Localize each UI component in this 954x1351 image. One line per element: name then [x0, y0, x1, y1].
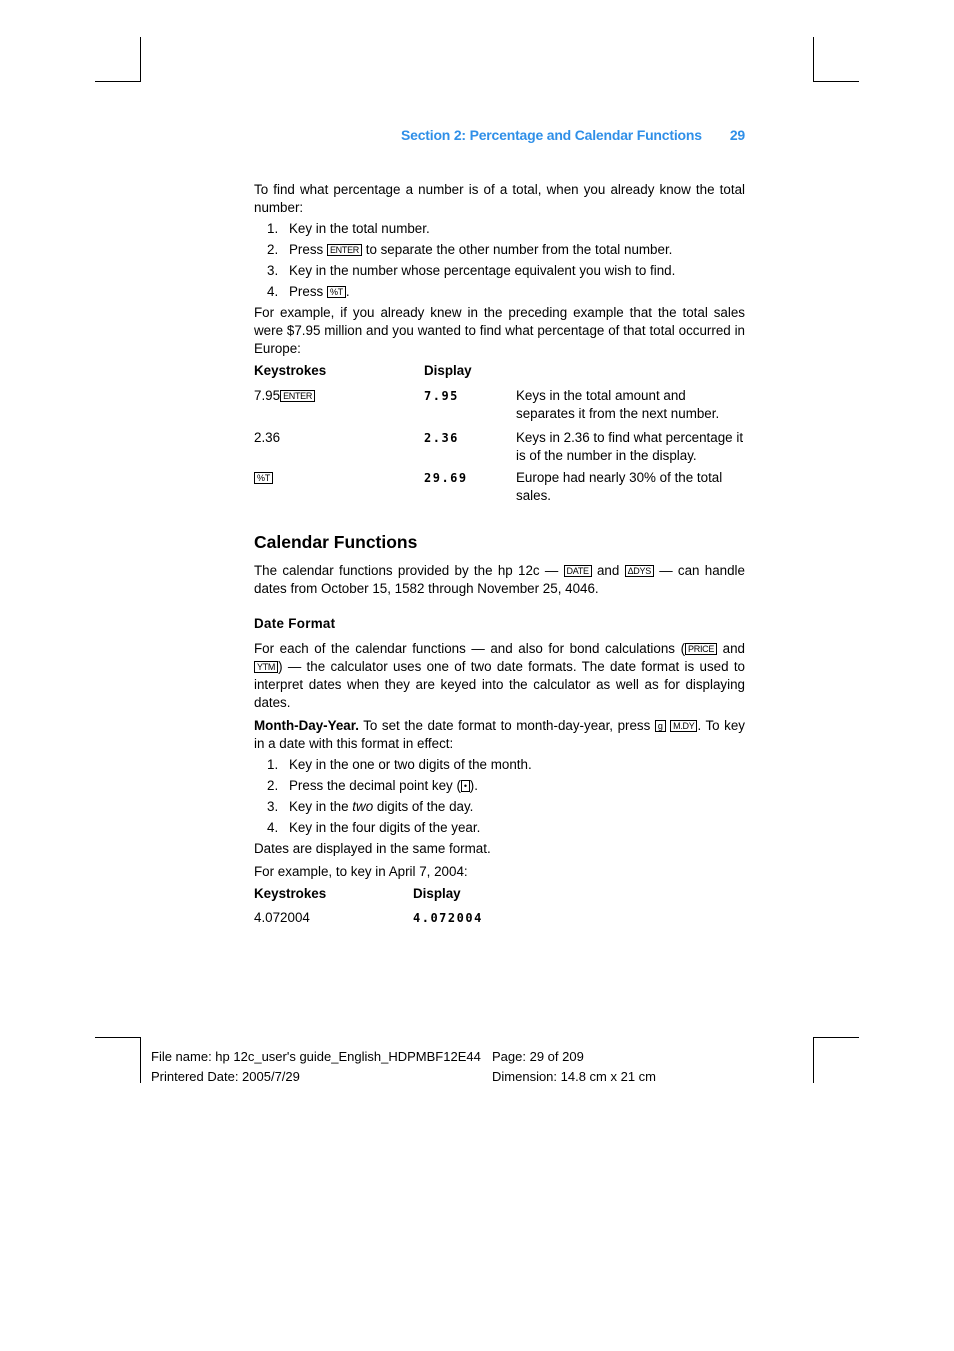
- list-item: 2. Press the decimal point key ( • ).: [267, 778, 478, 793]
- col-display: Display: [424, 363, 472, 378]
- enter-key: ENTER: [327, 244, 362, 256]
- footer-left: [151, 1047, 481, 1087]
- list-item: 2. Press ENTER to separate the other number from the total number.: [267, 242, 673, 257]
- mdy-label: Month-Day-Year.: [254, 718, 359, 733]
- list-item: 4. Key in the four digits of the year.: [267, 820, 481, 835]
- keystrokes-table: [254, 362, 745, 505]
- date-format-heading: Date Format: [254, 616, 336, 631]
- file-name: File name: hp 12c_user's guide_English_HDPMBF12E44: [151, 1049, 481, 1064]
- crop-mark: [813, 1037, 814, 1083]
- date-entry-steps: [254, 756, 745, 837]
- col-keystrokes: Keystrokes: [254, 363, 327, 378]
- crop-mark: [140, 37, 141, 82]
- list-item: 1. Key in the total number.: [267, 221, 430, 236]
- list-item: 4. Press %T .: [267, 284, 350, 299]
- crop-mark: [813, 37, 814, 82]
- price-key: PRICE: [685, 643, 717, 655]
- row-note: Keys in 2.36 to find what percentage it is of the number in the display.: [516, 430, 744, 463]
- row-note: Keys in the total amount and separates it from the next number.: [516, 388, 720, 421]
- crop-mark: [140, 1037, 141, 1083]
- mdy-text: Month-Day-Year. To set the date format to month-day-year, press g M.DY . To key in a date with this format in effect:: [254, 718, 745, 751]
- calendar-intro: The calendar functions provided by the hp 12c — DATE and ΔDYS — can handle dates from October 15, 1582 through November 25, 4046.: [254, 563, 745, 596]
- date-key: DATE: [564, 565, 592, 577]
- list-item: 3. Key in the number whose percentage equivalent you wish to find.: [267, 263, 676, 278]
- percent-total-key: %T: [327, 286, 346, 298]
- mdy-key: M.DY: [670, 720, 697, 732]
- table-row: 4.072004 4.072004: [254, 910, 483, 925]
- crop-mark: [95, 1037, 141, 1038]
- g-key: g: [655, 720, 666, 732]
- col-display: Display: [413, 886, 461, 901]
- percent-total-example-intro: For example, if you already knew in the preceding example that the total sales were $7.95 million and you wanted to find what percentage of that total occurred in Europe:: [254, 305, 745, 356]
- crop-mark: [95, 81, 141, 82]
- same-format-text: Dates are displayed in the same format.: [254, 841, 491, 856]
- date-keystrokes-table: [254, 885, 745, 927]
- percent-total-intro: To find what percentage a number is of a total, when you already know the total number:: [254, 182, 745, 215]
- dimension: Dimension: 14.8 cm x 21 cm: [492, 1069, 657, 1084]
- col-keystrokes: Keystrokes: [254, 886, 327, 901]
- running-header: [254, 127, 745, 143]
- table-row: [254, 465, 745, 505]
- crop-mark: [813, 81, 859, 82]
- display-value: 2.36: [424, 431, 459, 445]
- footer-right: [492, 1047, 656, 1087]
- display-value: 7.95: [424, 389, 459, 403]
- ytm-key: YTM: [254, 661, 278, 673]
- enter-key: ENTER: [280, 390, 315, 402]
- page-body: [254, 181, 745, 927]
- decimal-point-key: •: [461, 780, 470, 792]
- printed-date: Printered Date: 2005/7/29: [151, 1069, 300, 1084]
- delta-days-key: ΔDYS: [625, 565, 654, 577]
- table-row: 2.36 2.36 Keys in 2.36 to find what percentage it is of the number in the display.: [254, 423, 745, 465]
- percent-total-key: %T: [254, 472, 273, 484]
- crop-mark: [813, 1037, 859, 1038]
- display-value: 4.072004: [413, 911, 483, 925]
- date-example-intro: For example, to key in April 7, 2004:: [254, 864, 468, 879]
- section-heading: Calendar Functions: [254, 532, 418, 552]
- section-title: Section 2: Percentage and Calendar Functions: [400, 127, 702, 143]
- table-row: 7.95 ENTER 7.95 Keys in the total amount and separates it from the next number.: [254, 380, 745, 423]
- list-item: 1. Key in the one or two digits of the month.: [267, 757, 532, 772]
- display-value: 29.69: [424, 471, 468, 485]
- date-format-text: For each of the calendar functions — and also for bond calculations ( PRICE and YTM ) — the calculator uses one of two date formats. The date format is used to interpret dates when they are keyed into the calculator as well as for displaying dates.: [254, 641, 745, 710]
- row-note: Europe had nearly 30% of the total sales.: [516, 470, 723, 503]
- list-item: 3. Key in the two digits of the day.: [267, 799, 474, 814]
- percent-total-steps: [254, 220, 745, 301]
- page-number: 29: [729, 127, 745, 143]
- page-info: Page: 29 of 209: [492, 1049, 584, 1064]
